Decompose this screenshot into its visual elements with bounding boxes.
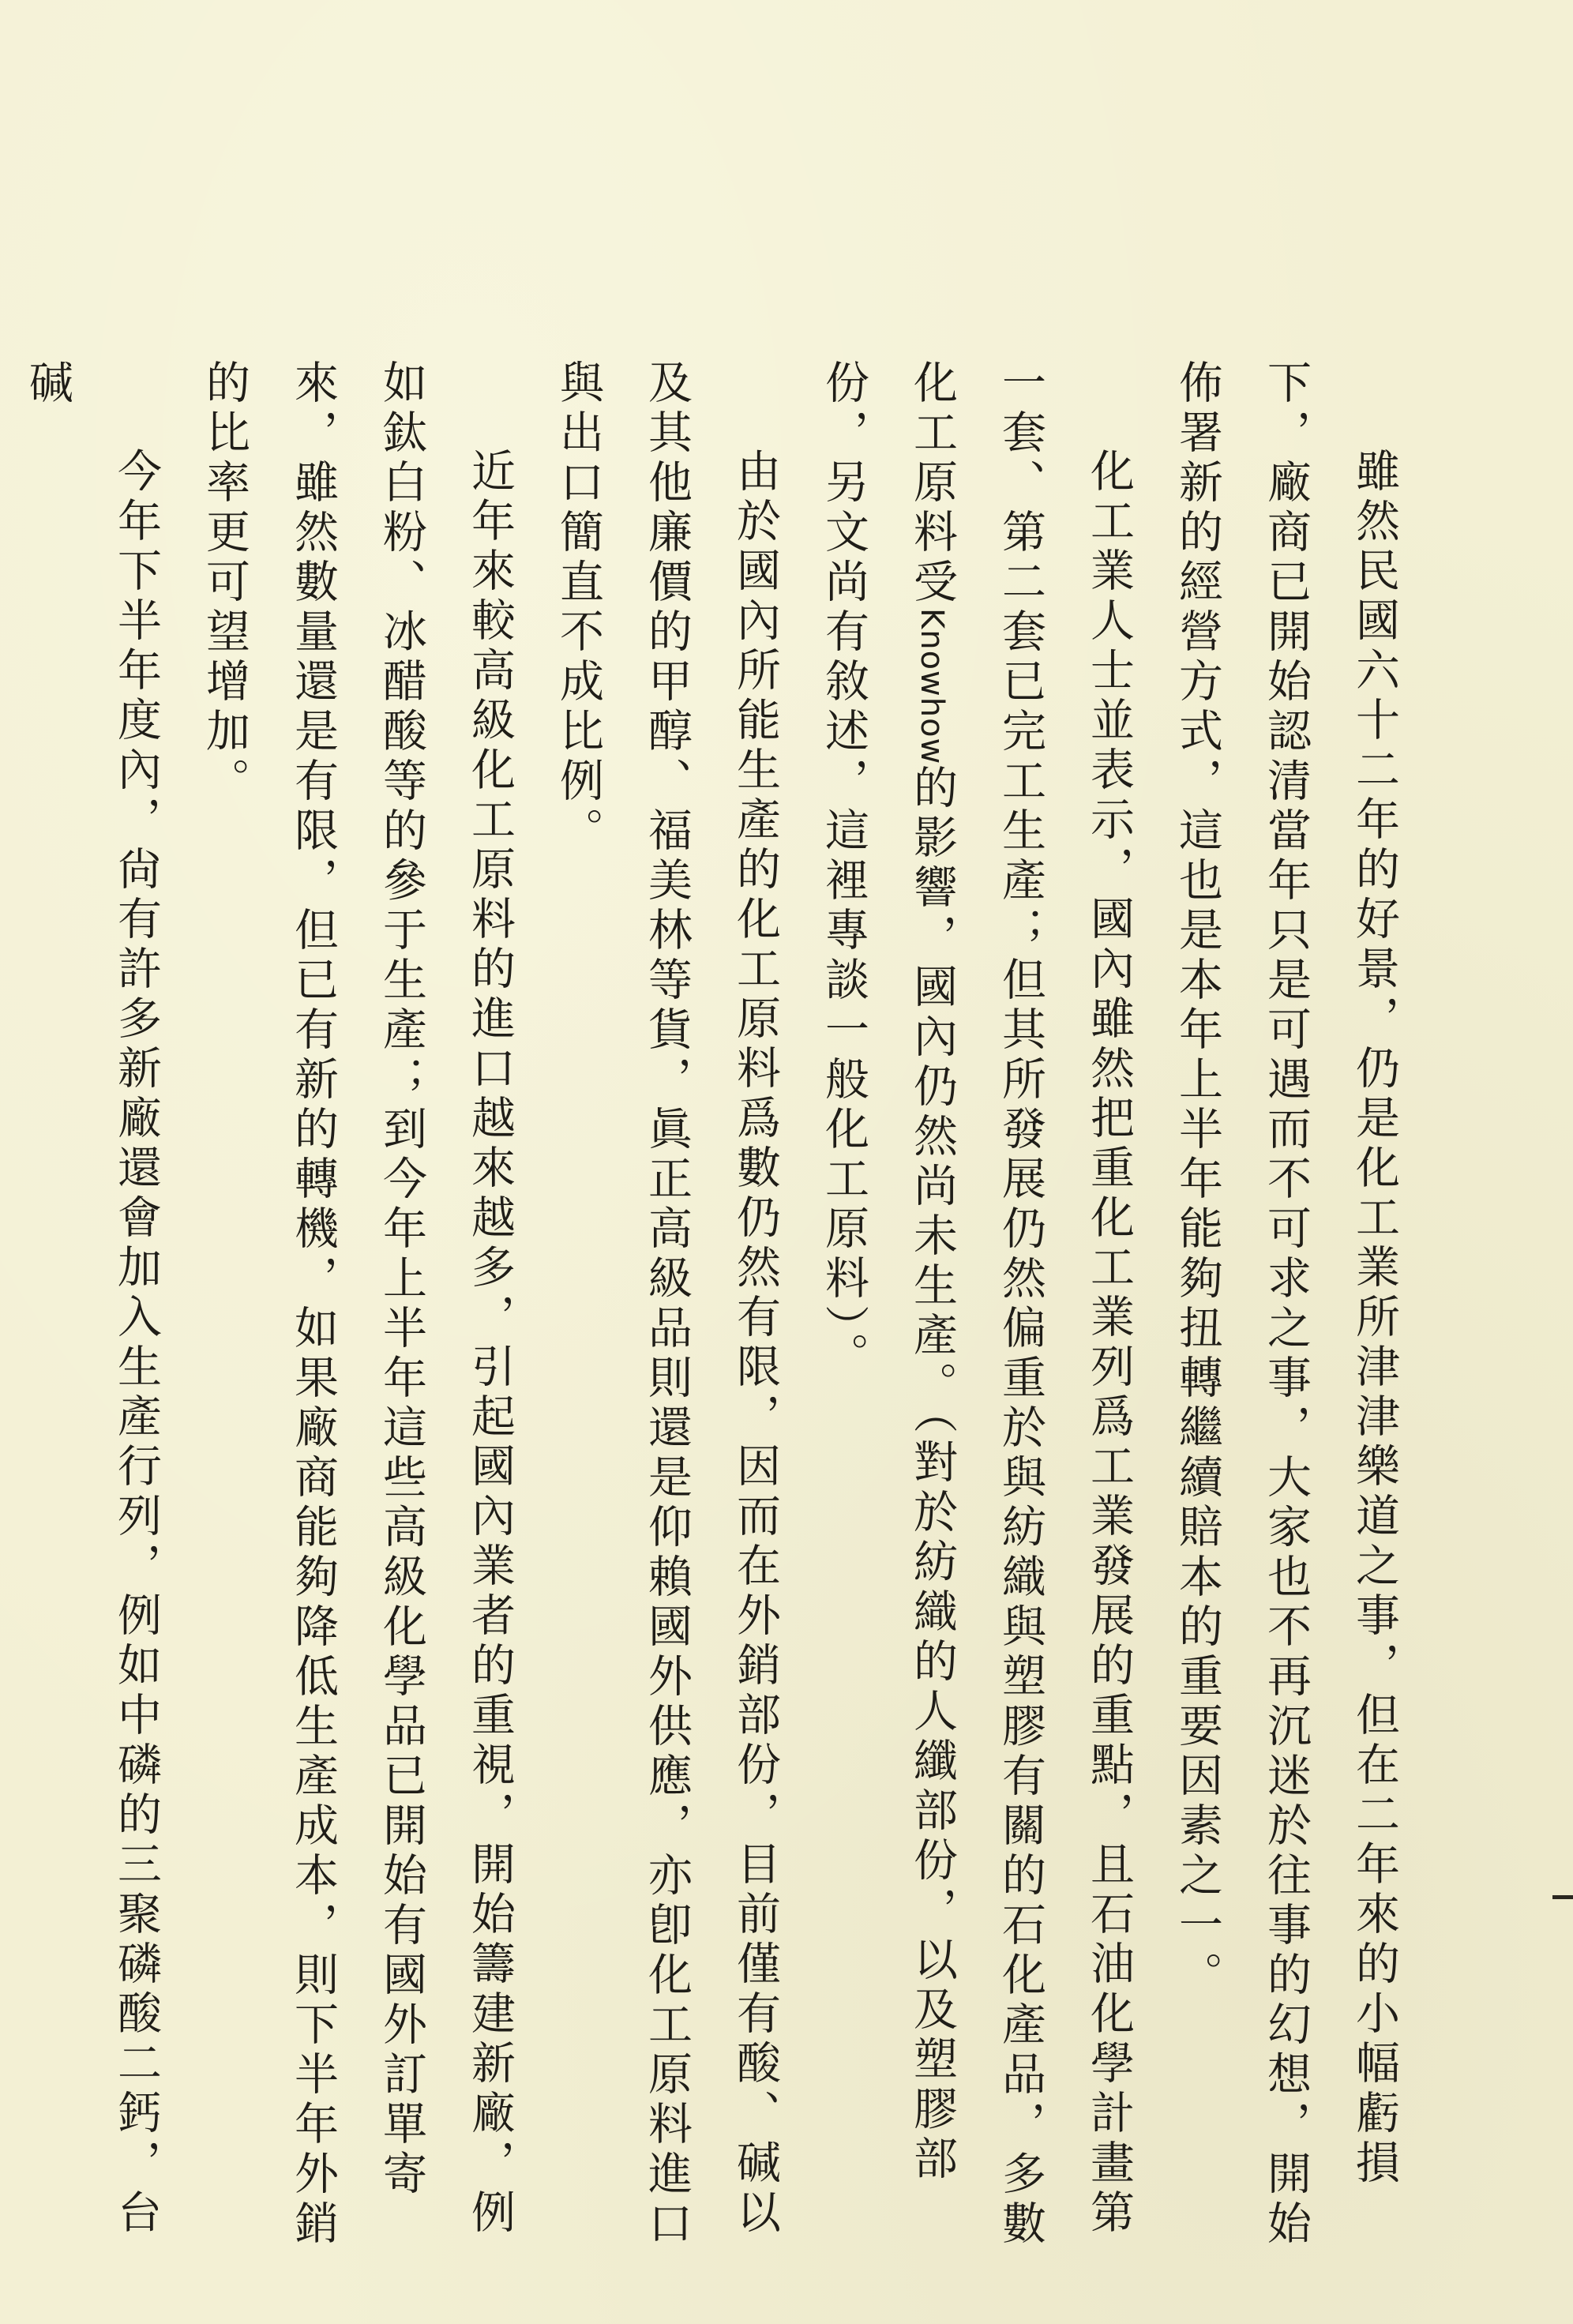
paragraph: 今年下半年度內，尙有許多新廠還會加入生產行列，例如中磷的三聚磷酸二鈣，台碱	[22, 359, 162, 2239]
latin-term: Knowhow	[914, 608, 950, 765]
paragraph-text: 的影響，國內仍然尚未生產。（對於紡織的人纖部份，以及塑膠部份，另文尚有敘述，這裡專談一般化工原料）。	[818, 359, 958, 2186]
paragraph	[799, 359, 1153, 2255]
paragraph-text: 化工業人士並表示，國內雖然把重化工業列爲工業發展的重點，且石油化學計畫第一套、第二套已完工生產；但其所發展仍然偏重於與紡織與塑膠有關的石化產品，多數化工原料受	[907, 359, 1135, 2250]
paragraph: 雖然民國六十二年的好景，仍是化工業所津津樂道之事，但在二年來的小幅虧損下，廠商已開始認清當年只是可遇而不可求之事，大家也不再沉迷於往事的幻想，開始佈署新的經營方式，這也是本年上半年能夠扭轉繼續賠本的重要因素之一。	[1172, 359, 1400, 2250]
page-edge-mark	[1552, 1895, 1573, 1899]
paragraph: 由於國內所能生產的化工原料爲數仍然有限，因而在外銷部份，目前僅有酸、碱以及其他廉價的甲醇、福美林等貨，眞正高級品則還是仰賴國外供應，亦卽化工原料進口與出口簡直不成比例。	[553, 359, 781, 2250]
vertical-text-body	[3, 359, 1418, 2255]
paragraph: 近年來較高級化工原料的進口越來越多，引起國內業者的重視，開始籌建新廠，例如鈦白粉、冰醋酸等的參于生產；到今年上半年這些高級化學品已開始有國外訂單寄來，雖然數量還是有限，但已有新的轉機，如果廠商能夠降低生產成本，則下半年外銷的比率更可望增加。	[199, 359, 516, 2250]
